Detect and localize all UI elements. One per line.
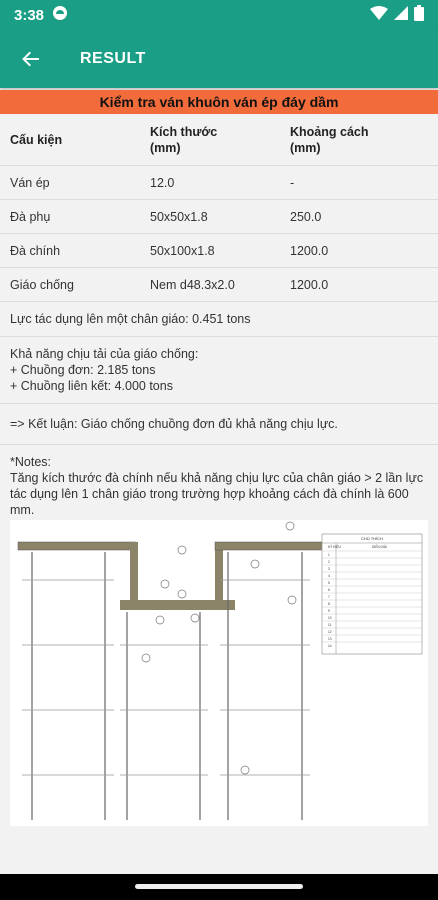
legend-row-number: 8 xyxy=(328,602,330,606)
home-gesture-handle[interactable] xyxy=(135,884,303,889)
table-row xyxy=(0,166,438,200)
legend-row-number: 5 xyxy=(328,581,330,585)
cell-size: 50x100x1.8 xyxy=(150,243,215,258)
legend-row-number: 13 xyxy=(328,637,332,641)
cell-component: Giáo chống xyxy=(10,277,74,292)
section-banner: Kiểm tra ván khuôn ván ép đáy dầm xyxy=(0,90,438,114)
cell-spacing: 1200.0 xyxy=(290,277,329,292)
header-size: Kích thước (mm) xyxy=(150,124,218,155)
scaffold-diagram xyxy=(10,520,428,826)
legend-row-number: 3 xyxy=(328,567,330,571)
legend-row-number: 1 xyxy=(328,553,330,557)
conclusion xyxy=(0,404,438,445)
table-row xyxy=(0,200,438,234)
formwork-drawing xyxy=(10,520,428,826)
legend-title: CHÚ THÍCH xyxy=(361,536,383,541)
cell-component: Đà chính xyxy=(10,243,61,258)
notes-title: *Notes: xyxy=(10,455,51,469)
navigation-bar xyxy=(0,874,438,900)
battery-icon xyxy=(414,5,424,25)
cell-spacing: 250.0 xyxy=(290,209,322,224)
notification-icon xyxy=(52,5,68,25)
cell-size: Nem d48.3x2.0 xyxy=(150,277,235,292)
cell-size: 50x50x1.8 xyxy=(150,209,208,224)
legend-row-number: 4 xyxy=(328,574,330,578)
arrow-back-icon xyxy=(21,49,41,69)
legend-row-number: 2 xyxy=(328,560,330,564)
notes-body: Tăng kích thước đà chính nếu khả năng chịu lực của chân giáo > 2 lần lực tác dụng lên 1 chân giáo trong trường hợp khoảng cách đà chính là 600 mm. xyxy=(10,471,424,517)
capacity-result xyxy=(0,337,438,404)
notes xyxy=(0,445,438,527)
cell-size: 12.0 xyxy=(150,175,175,190)
conclusion-text: => Kết luận: Giáo chống chuồng đơn đủ khả năng chịu lực. xyxy=(10,417,338,431)
table-row xyxy=(0,268,438,302)
status-bar xyxy=(0,0,438,30)
legend-row-number: 11 xyxy=(328,623,332,627)
cell-spacing: - xyxy=(290,175,295,190)
legend-row-number: 14 xyxy=(328,644,332,648)
legend-col-symbol: KÝ HIỆU xyxy=(328,545,341,549)
header-component: Cấu kiện xyxy=(10,132,63,147)
force-text: Lực tác dụng lên một chân giáo: 0.451 tons xyxy=(10,312,251,326)
force-result xyxy=(0,302,438,337)
page-title: RESULT xyxy=(80,50,146,67)
result-table xyxy=(0,114,438,527)
cell-component: Ván ép xyxy=(10,175,50,190)
back-button[interactable] xyxy=(0,30,62,88)
cell-component: Đà phụ xyxy=(10,209,51,224)
legend-row-number: 10 xyxy=(328,616,332,620)
cell-spacing: 1200.0 xyxy=(290,243,329,258)
wifi-icon xyxy=(370,6,388,24)
table-row xyxy=(0,234,438,268)
legend-row-number: 12 xyxy=(328,630,332,634)
signal-icon xyxy=(394,6,408,24)
status-time: 3:38 xyxy=(14,6,45,24)
header-spacing: Khoảng cách (mm) xyxy=(290,124,369,155)
legend-table xyxy=(322,534,422,654)
capacity-title: Khả năng chịu tải của giáo chống: xyxy=(10,347,199,361)
capacity-single: + Chuồng đơn: 2.185 tons xyxy=(10,363,156,377)
legend-row-number: 7 xyxy=(328,595,330,599)
table-header xyxy=(0,114,438,166)
capacity-linked: + Chuồng liên kết: 4.000 tons xyxy=(10,379,173,393)
app-bar xyxy=(0,30,438,88)
legend-row-number: 6 xyxy=(328,588,330,592)
legend-col-desc: DIỄN GIẢI xyxy=(372,545,387,549)
legend-row-number: 9 xyxy=(328,609,330,613)
